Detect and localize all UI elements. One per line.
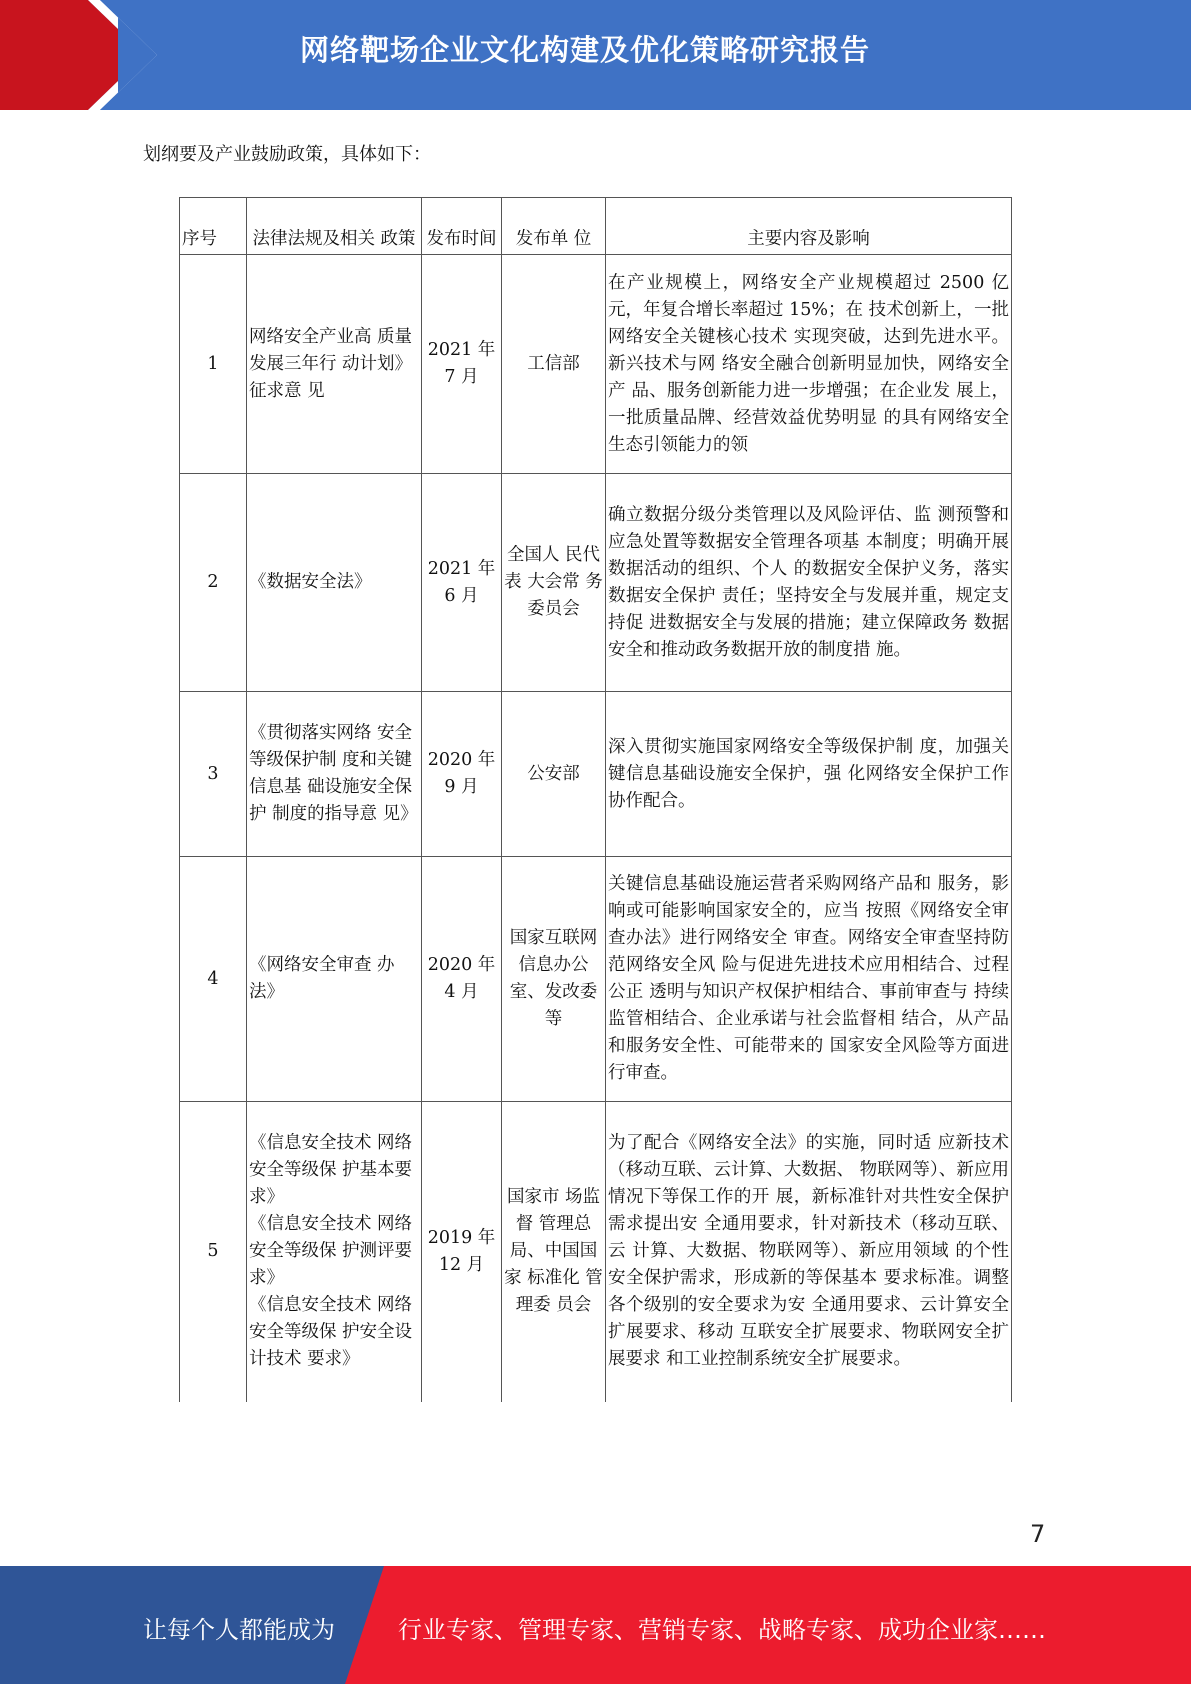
row-date: 2019 年 12 月 [422,1102,502,1402]
table-header-row [180,198,1012,255]
row-content: 关键信息基础设施运营者采购网络产品和 服务，影响或可能影响国家安全的，应当 按照《网络安全审查办法》进行网络安全 审查。网络安全审查坚持防范网络安全风 险与促进先进技术应用相结合、过程公正 透明与知识产权保护相结合、事前审查与 持续监管相结合、企业承诺与社会监督相 结合，从产品和服务安全性、可能带来的 国家安全风险等方面进行审查。 [606,857,1012,1102]
footer-slogan-left: 让每个人都能成为 [143,1616,335,1644]
row-date: 2020 年 4 月 [422,857,502,1102]
row-law: 网络安全产业高 质量发展三年行 动计划》征求意 见 [247,255,422,474]
row-no: 3 [180,692,247,857]
row-issuer: 全国人 民代表 大会常 务委员会 [502,474,606,692]
header-date: 发布时间 [422,198,502,255]
table-row [180,255,1012,474]
row-law-item: 《信息安全技术 网络安全等级保 护安全设计技术 要求》 [249,1295,413,1370]
page-header [0,0,1191,110]
page-footer [0,1566,1191,1684]
table-row [180,692,1012,857]
table-row [180,857,1012,1102]
row-content: 确立数据分级分类管理以及风险评估、监 测预警和应急处置等数据安全管理各项基 本制度；明确开展数据活动的组织、个人 的数据安全保护义务，落实数据安全保护 责任；坚持安全与发展并重，规定支持促 进数据安全与发展的措施；建立保障政务 数据安全和推动政务数据开放的制度措 施。 [606,474,1012,692]
row-content: 在产业规模上，网络安全产业规模超过 2500 亿元，年复合增长率超过 15%；在 技术创新上，一批网络安全关键核心技术 实现突破，达到先进水平。新兴技术与网 络安全融合创新明显加快，网络安全产 品、服务创新能力进一步增强；在企业发 展上，一批质量品牌、经营效益优势明显 的具有网络安全生态引领能力的领 [606,255,1012,474]
row-law [247,1102,422,1402]
row-no: 5 [180,1102,247,1402]
footer-slogan-right: 行业专家、管理专家、营销专家、战略专家、成功企业家…… [398,1616,1046,1644]
header-no: 序号 [180,198,247,255]
document-title: 网络靶场企业文化构建及优化策略研究报告 [300,33,871,67]
row-issuer: 工信部 [502,255,606,474]
row-content: 为了配合《网络安全法》的实施，同时适 应新技术（移动互联、云计算、大数据、 物联网等）、新应用情况下等保工作的开 展，新标准针对共性安全保护需求提出安 全通用要求，针对新技术（移动互联、云 计算、大数据、物联网等）、新应用领域 的个性安全保护需求，形成新的等保基本 要求标准。调整各个级别的安全要求为安 全通用要求、云计算安全扩展要求、移动 互联安全扩展要求、物联网安全扩展要求 和工业控制系统安全扩展要求。 [606,1102,1012,1402]
table-row [180,474,1012,692]
policy-table [179,197,1012,1402]
header-issuer: 发布单 位 [502,198,606,255]
row-issuer: 国家市 场监督 管理总 局、中国国家 标准化 管理委 员会 [502,1102,606,1402]
header-content: 主要内容及影响 [606,198,1012,255]
row-no: 1 [180,255,247,474]
header-law: 法律法规及相关 政策 [247,198,422,255]
row-date: 2021 年 7 月 [422,255,502,474]
row-issuer: 国家互联网信息办公室、发改委等 [502,857,606,1102]
row-law: 《网络安全审查 办法》 [247,857,422,1102]
row-law-item: 《信息安全技术 网络安全等级保 护测评要求》 [249,1214,413,1289]
table-row [180,1102,1012,1402]
row-content: 深入贯彻实施国家网络安全等级保护制 度，加强关键信息基础设施安全保护，强 化网络安全保护工作协作配合。 [606,692,1012,857]
row-issuer: 公安部 [502,692,606,857]
row-law: 《贯彻落实网络 安全等级保护制 度和关键信息基 础设施安全保护 制度的指导意 见》 [247,692,422,857]
page-number: 7 [1030,1520,1046,1548]
row-law: 《数据安全法》 [247,474,422,692]
intro-paragraph: 划纲要及产业鼓励政策，具体如下： [143,144,431,165]
row-date: 2020 年 9 月 [422,692,502,857]
row-no: 4 [180,857,247,1102]
row-law-item: 《信息安全技术 网络安全等级保 护基本要求》 [249,1133,413,1208]
row-no: 2 [180,474,247,692]
row-date: 2021 年 6 月 [422,474,502,692]
